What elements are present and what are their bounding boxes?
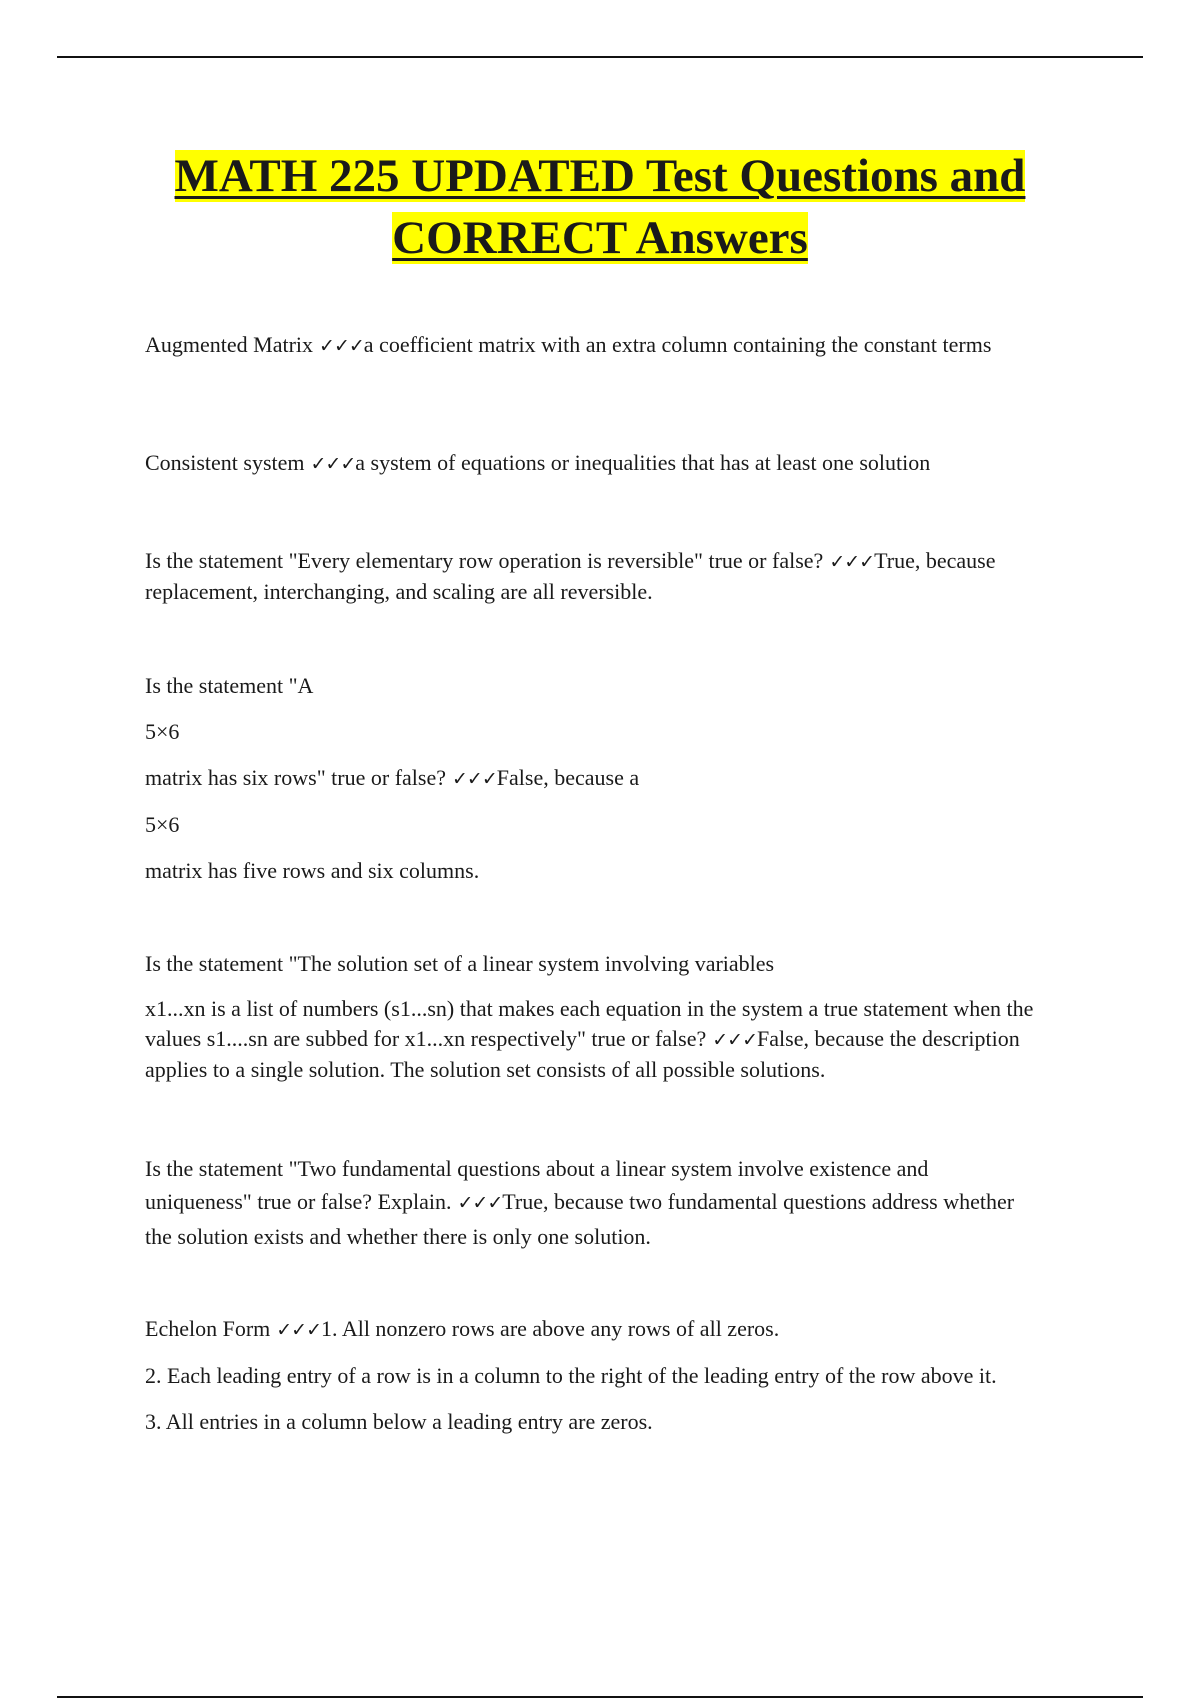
entry-matrix-rows bbox=[145, 671, 1040, 886]
entry-consistent-system bbox=[145, 448, 1040, 479]
document-title bbox=[57, 145, 1143, 269]
bottom-rule bbox=[57, 1696, 1143, 1698]
entry-answer: a system of equations or inequalities that has at least one solution bbox=[355, 450, 931, 475]
check-icon: ✓✓✓ bbox=[276, 1319, 322, 1341]
entry-answer: False, because the description applies to a single solution. The solution set consists of all possible solutions. bbox=[145, 1026, 1020, 1082]
entry-term: matrix has six rows" true or false? bbox=[145, 765, 447, 790]
check-icon: ✓✓✓ bbox=[712, 1029, 758, 1051]
entry-row-operation bbox=[145, 546, 1040, 607]
entry-term: Consistent system bbox=[145, 450, 305, 475]
top-rule bbox=[57, 56, 1143, 58]
entry-answer: a coefficient matrix with an extra column containing the constant terms bbox=[363, 332, 992, 357]
entry-augmented-matrix bbox=[145, 330, 1040, 361]
entry-line: Is the statement "The solution set of a linear system involving variables bbox=[145, 951, 775, 976]
title-line-2: CORRECT Answers bbox=[392, 212, 808, 264]
entry-line: Is the statement "A bbox=[145, 673, 314, 698]
entry-line: 5×6 bbox=[145, 719, 180, 744]
entry-fundamental-questions bbox=[145, 1152, 1040, 1253]
check-icon: ✓✓✓ bbox=[457, 1192, 503, 1214]
entry-line: 2. Each leading entry of a row is in a column to the right of the leading entry of the row above it. bbox=[145, 1363, 997, 1388]
flashcard-list bbox=[145, 330, 1040, 1437]
entry-term: Is the statement "Every elementary row operation is reversible" true or false? bbox=[145, 548, 824, 573]
check-icon: ✓✓✓ bbox=[319, 335, 364, 357]
check-icon: ✓✓✓ bbox=[829, 551, 875, 573]
entry-solution-set bbox=[145, 949, 1040, 1085]
entry-term: Echelon Form bbox=[145, 1316, 271, 1341]
entry-term: Augmented Matrix bbox=[145, 332, 314, 357]
entry-term: Is the statement "Two fundamental questions about a linear system involve existence and uniqueness" true or false? Explain. bbox=[145, 1156, 929, 1214]
entry-line bbox=[145, 763, 1040, 794]
entry-line: 3. All entries in a column below a leading entry are zeros. bbox=[145, 1409, 653, 1434]
entry-term: x1...xn is a list of numbers (s1...sn) that makes each equation in the system a true statement when the values s1....sn are subbed for x1...xn respectively" true or false? bbox=[145, 996, 1034, 1051]
entry-line bbox=[145, 1314, 1040, 1345]
entry-line: matrix has five rows and six columns. bbox=[145, 858, 480, 883]
entry-answer: False, because a bbox=[496, 765, 640, 790]
check-icon: ✓✓✓ bbox=[310, 453, 356, 475]
entry-line bbox=[145, 994, 1040, 1085]
title-line-1: MATH 225 UPDATED Test Questions and bbox=[174, 150, 1026, 202]
entry-line: 5×6 bbox=[145, 812, 180, 837]
check-icon: ✓✓✓ bbox=[452, 768, 497, 790]
entry-echelon-form bbox=[145, 1314, 1040, 1437]
entry-answer: True, because replacement, interchanging, and scaling are all reversible. bbox=[145, 548, 996, 604]
entry-answer: True, because two fundamental questions address whether the solution exists and whether there is only one solution. bbox=[145, 1189, 1015, 1249]
entry-answer: 1. All nonzero rows are above any rows of all zeros. bbox=[321, 1316, 780, 1341]
